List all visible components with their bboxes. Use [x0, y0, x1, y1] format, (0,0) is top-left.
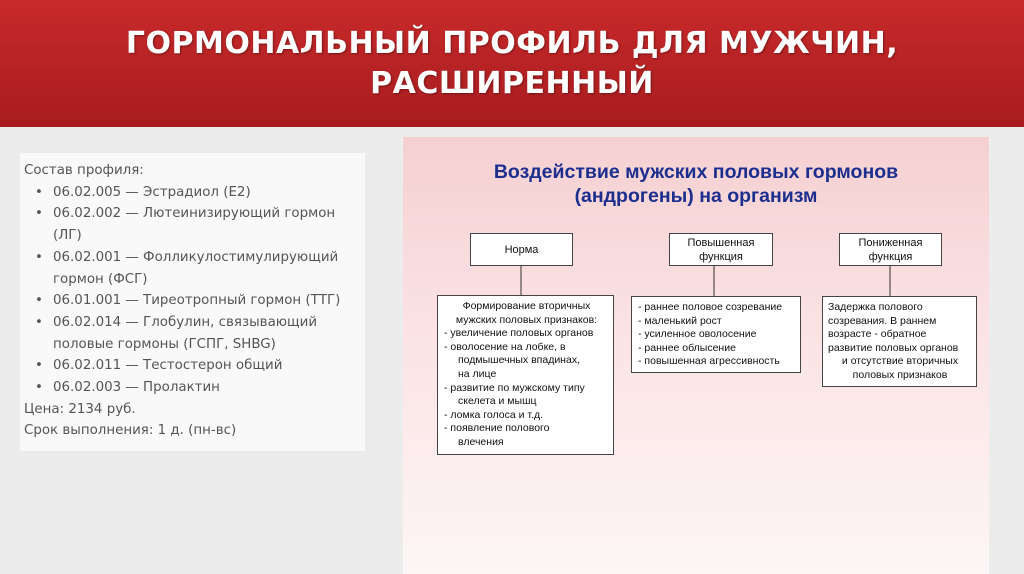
decreased-effects-line: и отсутствие вторичных: [841, 355, 959, 368]
slide-title: [126, 24, 898, 104]
duration-text: Срок выполнения: 1 д. (пн-вс): [24, 423, 237, 439]
increased-effects-line: - раннее облысение: [638, 341, 736, 354]
decreased-effects-line: созревания. В раннем: [828, 314, 937, 327]
increased-effects-line: - раннее половое созревание: [638, 301, 783, 313]
list-item-text: • 06.01.001 — Тиреотропный гормон (ТТГ): [53, 293, 341, 309]
decreased-effects-line: Задержка полового: [828, 301, 923, 313]
norm-effects-line: подмышечных впадинах,: [458, 354, 580, 367]
decreased-header-line-2: функция: [868, 250, 913, 263]
diagram-title-line-1: Воздействие мужских половых гормонов: [493, 161, 899, 183]
list-item-text: • 06.02.005 — Эстрадиол (Е2): [53, 184, 251, 200]
list-item: [24, 203, 365, 246]
increased-effects-box: [631, 296, 801, 373]
list-item: [24, 247, 365, 290]
profile-list: [24, 182, 365, 399]
decreased-header-line-1: Пониженная: [858, 236, 923, 249]
increased-effects-line: - маленький рост: [638, 314, 722, 327]
list-item: [24, 355, 365, 377]
list-item-text: • 06.02.003 — Пролактин: [53, 380, 220, 396]
list-item: [24, 312, 365, 355]
diagram-title-line-2: (андрогены) на организм: [574, 185, 818, 207]
decreased-effects-box: [822, 296, 977, 387]
list-item: [24, 182, 365, 204]
norm-header-box: [470, 233, 573, 266]
slide-title-line-1: ГОРМОНАЛЬНЫЙ ПРОФИЛЬ ДЛЯ МУЖЧИН,: [125, 25, 899, 61]
norm-effects-line: - увеличение половых органов: [444, 327, 594, 340]
norm-header: Норма: [504, 243, 539, 256]
list-item-text: • 06.02.001 — Фолликулостимулирующий: [53, 249, 339, 265]
list-item-text: • 06.02.011 — Тестостерон общий: [53, 358, 283, 374]
title-bar: [0, 0, 1024, 127]
profile-composition-box: [20, 153, 365, 451]
list-item-text: (ЛГ): [53, 228, 82, 244]
price-text: Цена: 2134 руб.: [24, 401, 136, 417]
norm-effects-line: на лице: [458, 367, 497, 380]
decreased-effects-line: возрасте - обратное: [828, 328, 927, 341]
norm-effects-line: мужских половых признаков:: [455, 313, 598, 326]
norm-effects-line: влечения: [458, 435, 504, 448]
increased-effects-line: - повышенная агрессивность: [638, 355, 780, 368]
norm-effects-line: Формирование вторичных: [462, 300, 591, 312]
norm-effects-line: скелета и мышц: [458, 395, 537, 408]
list-item-text: • 06.02.014 — Глобулин, связывающий: [53, 314, 318, 330]
list-item: [24, 290, 365, 312]
profile-heading: Состав профиля:: [24, 163, 144, 178]
increased-header-box: [669, 233, 773, 266]
increased-header-line-1: Повышенная: [687, 236, 755, 249]
decreased-effects-line: половых признаков: [852, 368, 948, 381]
hormone-diagram-panel: [403, 137, 989, 574]
norm-effects-box: [437, 295, 614, 455]
norm-effects-line: - оволосение на лобке, в: [444, 340, 566, 353]
norm-effects-line: - развитие по мужскому типу: [444, 381, 585, 394]
list-item-text: половые гормоны (ГСПГ, SHBG): [53, 336, 276, 352]
increased-header-line-2: функция: [699, 250, 743, 263]
list-item-text: • 06.02.002 — Лютеинизирующий гормон: [53, 206, 336, 222]
increased-effects-line: - усиленное оволосение: [638, 328, 757, 341]
norm-effects-line: - появление полового: [444, 422, 550, 435]
list-item: [24, 377, 365, 399]
norm-effects-line: - ломка голоса и т.д.: [444, 408, 543, 421]
slide-title-line-2: РАСШИРЕННЫЙ: [370, 65, 654, 101]
decreased-header-box: [839, 233, 942, 266]
list-item-text: гормон (ФСГ): [53, 271, 148, 287]
decreased-effects-line: развитие половых органов: [828, 341, 959, 354]
